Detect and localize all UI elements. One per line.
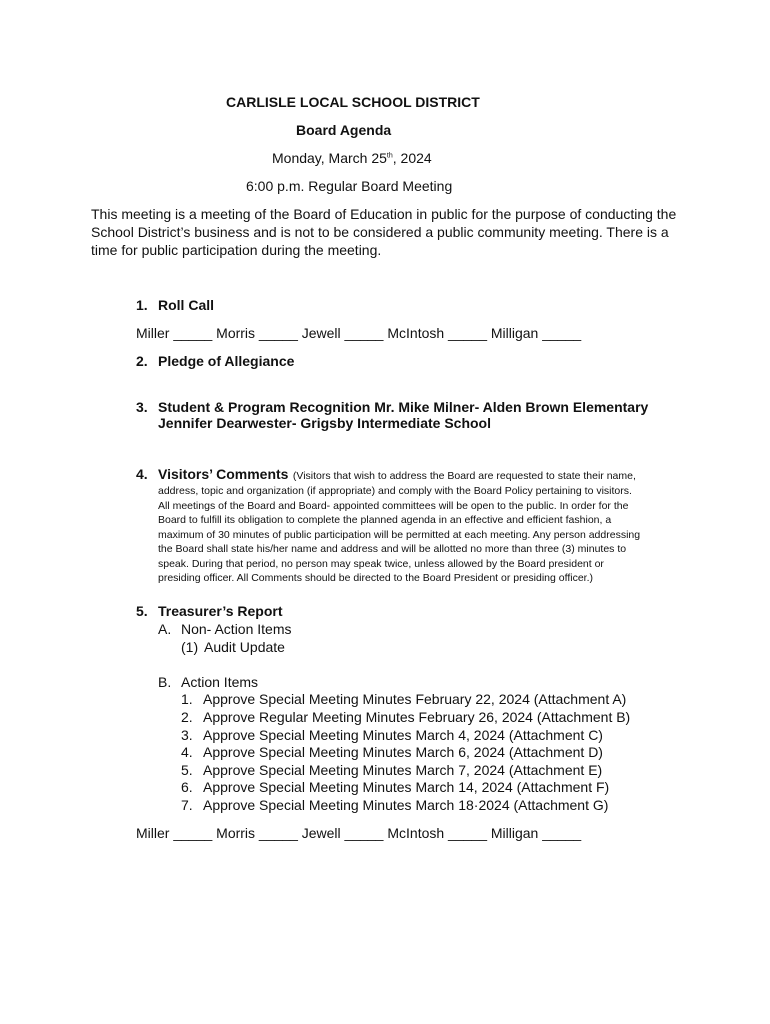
meeting-type: 6:00 p.m. Regular Board Meeting: [246, 178, 453, 194]
treasurer-b-label: B.: [158, 674, 172, 690]
visitors-body: [158, 484, 683, 586]
item-roll-call-number: 1.: [136, 297, 148, 313]
action-number: 4.: [181, 744, 193, 760]
action-text: Approve Special Meeting Minutes March 7, 2024 (Attachment E): [203, 762, 603, 778]
visitors-line: address, topic and organization (if appropriate) and comply with the Board Policy pertaining to visitors.: [158, 485, 632, 497]
item-pledge-number: 2.: [136, 353, 148, 369]
visitors-line: Board to fulfill its obligation to complete the planned agenda in an effective and efficient fashion, a: [158, 514, 612, 526]
item-visitors-title: Visitors’ Comments: [158, 466, 289, 482]
action-text: Approve Special Meeting Minutes February 22, 2024 (Attachment A): [203, 691, 627, 707]
treasurer-a-text: Non- Action Items: [181, 621, 292, 637]
roll-call-line: Miller _____ Morris _____ Jewell _____ McIntosh _____ Milligan _____: [136, 325, 582, 341]
item-recognition-line1: Student & Program Recognition Mr. Mike Milner- Alden Brown Elementary: [158, 399, 649, 415]
action-text: Approve Regular Meeting Minutes February 26, 2024 (Attachment B): [203, 709, 631, 725]
treasurer-b-text: Action Items: [181, 674, 259, 690]
treasurer-a1-text: Audit Update: [204, 639, 285, 655]
meeting-date: [272, 150, 432, 166]
date-superscript: th: [386, 152, 393, 160]
action-text: Approve Special Meeting Minutes March 14, 2024 (Attachment F): [203, 779, 610, 795]
item-visitors-number: 4.: [136, 466, 148, 482]
action-text: Approve Special Meeting Minutes March 18·2024 (Attachment G): [203, 797, 609, 813]
visitors-line: speak. During that period, no person may speak twice, unless allowed by the Board president or: [158, 557, 604, 570]
treasurer-a1-label: (1): [181, 639, 199, 655]
action-number: 5.: [181, 762, 193, 778]
date-suffix: , 2024: [392, 150, 432, 166]
action-number: 2.: [181, 709, 193, 725]
action-number: 1.: [181, 691, 193, 707]
visitors-line: presiding officer. All Comments should be directed to the Board President or presiding officer.): [158, 572, 594, 584]
action-number: 3.: [181, 727, 193, 743]
item-roll-call-title: Roll Call: [158, 297, 215, 313]
item-treasurer-number: 5.: [136, 603, 148, 619]
action-number: 6.: [181, 779, 193, 795]
item-pledge-title: Pledge of Allegiance: [158, 353, 295, 369]
date-prefix: Monday, March 25: [272, 150, 387, 166]
action-number: 7.: [181, 797, 193, 813]
item-recognition-line2: Jennifer Dearwester- Grigsby Intermediate School: [158, 415, 491, 431]
action-text: Approve Special Meeting Minutes March 4, 2024 (Attachment C): [203, 727, 603, 743]
agenda-title: Board Agenda: [296, 122, 392, 138]
item-recognition-number: 3.: [136, 399, 148, 415]
intro-paragraph: This meeting is a meeting of the Board of Education in public for the purpose of conducting the School District’s business and is not to be considered a public community meeting. There is a time for public participation during the meeting.: [91, 206, 677, 258]
district-title: CARLISLE LOCAL SCHOOL DISTRICT: [226, 94, 480, 110]
roll-call-line-2: Miller _____ Morris _____ Jewell _____ McIntosh _____ Milligan _____: [136, 825, 582, 841]
action-text: Approve Special Meeting Minutes March 6, 2024 (Attachment D): [203, 744, 603, 760]
item-visitors-heading: [158, 466, 636, 484]
visitors-line: the Board shall state his/her name and address and will be allotted no more than three (3) minutes to: [158, 543, 627, 555]
treasurer-a-label: A.: [158, 621, 172, 637]
visitors-line: All meetings of the Board and Board- appointed committees will be open to the public. In order for the: [158, 499, 629, 512]
visitors-line: maximum of 30 minutes of public participation will be permitted at each meeting. Any person addressing: [158, 528, 641, 541]
visitors-first-line: (Visitors that wish to address the Board are requested to state their name,: [292, 470, 636, 482]
item-treasurer-title: Treasurer’s Report: [158, 603, 283, 619]
